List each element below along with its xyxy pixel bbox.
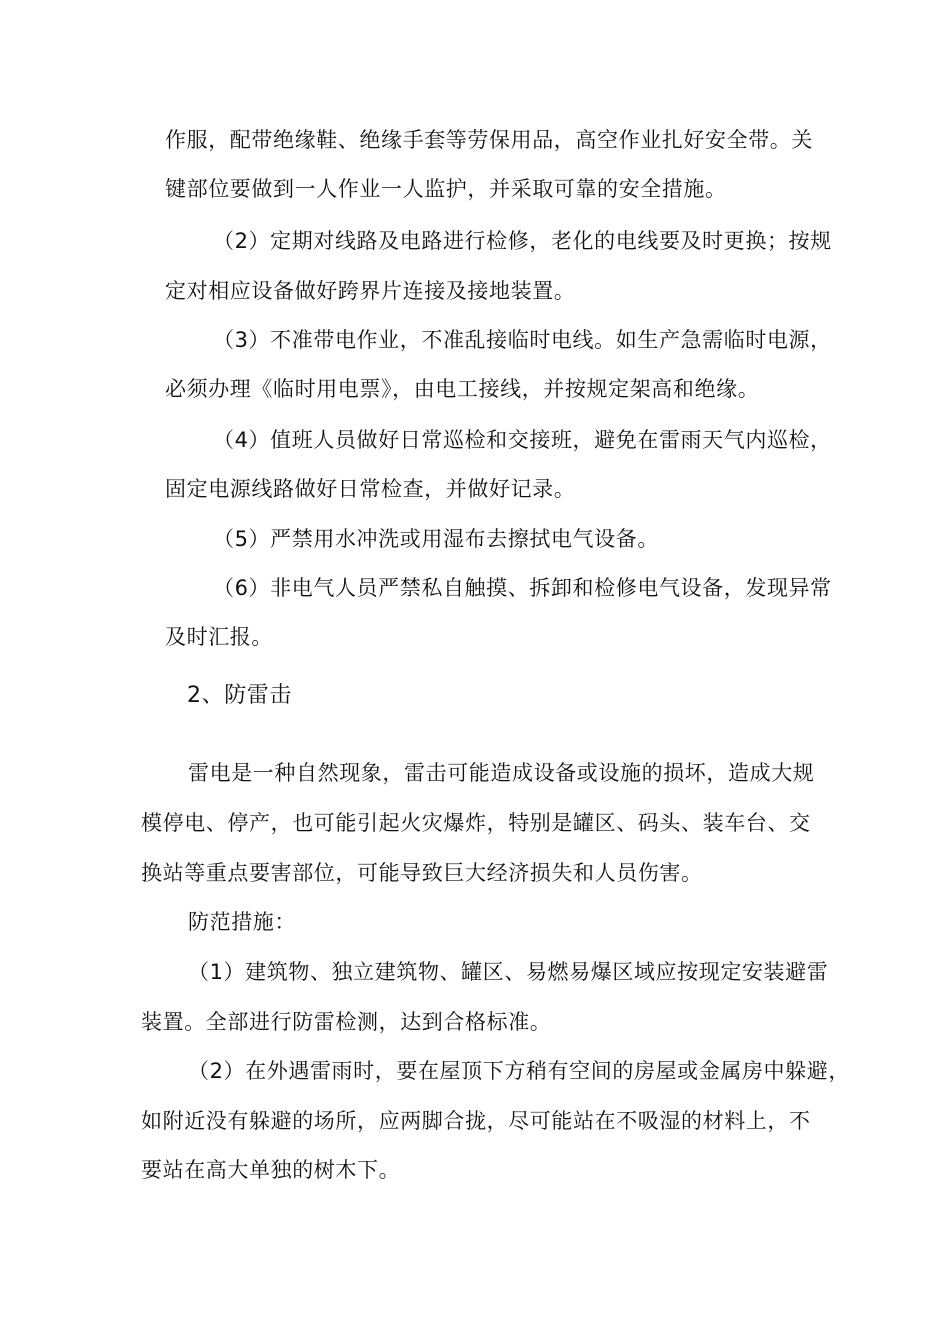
paragraph-line: 模停电、停产，也可能引起火灾爆炸，特别是罐区、码头、装车台、交: [141, 811, 811, 835]
list-item-line: 要站在高大单独的树木下。: [141, 1158, 401, 1182]
list-item-line: （1）建筑物、独立建筑物、罐区、易燃易爆区域应按现定安装避雷: [188, 960, 829, 984]
list-item-line: （4）值班人员做好日常巡检和交接班，避免在雷雨天气内巡检，: [213, 428, 832, 452]
list-item-line: （2）在外遇雷雨时，要在屋顶下方稍有空间的房屋或金属房中躲避，: [188, 1059, 850, 1083]
paragraph-line: 换站等重点要害部位，可能导致巨大经济损失和人员伤害。: [141, 861, 703, 885]
list-item-line: （6）非电气人员严禁私自触摸、拆卸和检修电气设备，发现异常: [213, 576, 832, 600]
list-item-line: 装置。全部进行防雷检测，达到合格标准。: [141, 1010, 552, 1034]
list-item-line: 如附近没有躲避的场所，应两脚合拢，尽可能站在不吸湿的材料上，不: [141, 1109, 811, 1133]
paragraph-line: 键部位要做到一人作业一人监护，并采取可靠的安全措施。: [165, 177, 727, 201]
paragraph-line: 雷电是一种自然现象，雷击可能造成设备或设施的损坏，造成大规: [188, 761, 815, 785]
list-item-line: （2）定期对线路及电路进行检修，老化的电线要及时更换；按规: [213, 229, 832, 253]
list-item-line: （3）不准带电作业，不准乱接临时电线。如生产急需临时电源，: [213, 328, 832, 352]
section-heading: 2、防雷击: [187, 683, 292, 708]
measures-label: 防范措施：: [188, 910, 296, 934]
list-item-line: 定对相应设备做好跨界片连接及接地装置。: [165, 279, 576, 303]
list-item-line: 必须办理《临时用电票》，由电工接线，并按规定架高和绝缘。: [165, 377, 760, 401]
list-item-line: 固定电源线路做好日常检查，并做好记录。: [165, 477, 576, 501]
paragraph-line: 作服，配带绝缘鞋、绝缘手套等劳保用品，高空作业扎好安全带。关: [165, 128, 813, 152]
list-item-line: 及时汇报。: [165, 625, 273, 649]
list-item-line: （5）严禁用水冲洗或用湿布去擦拭电气设备。: [213, 527, 659, 551]
